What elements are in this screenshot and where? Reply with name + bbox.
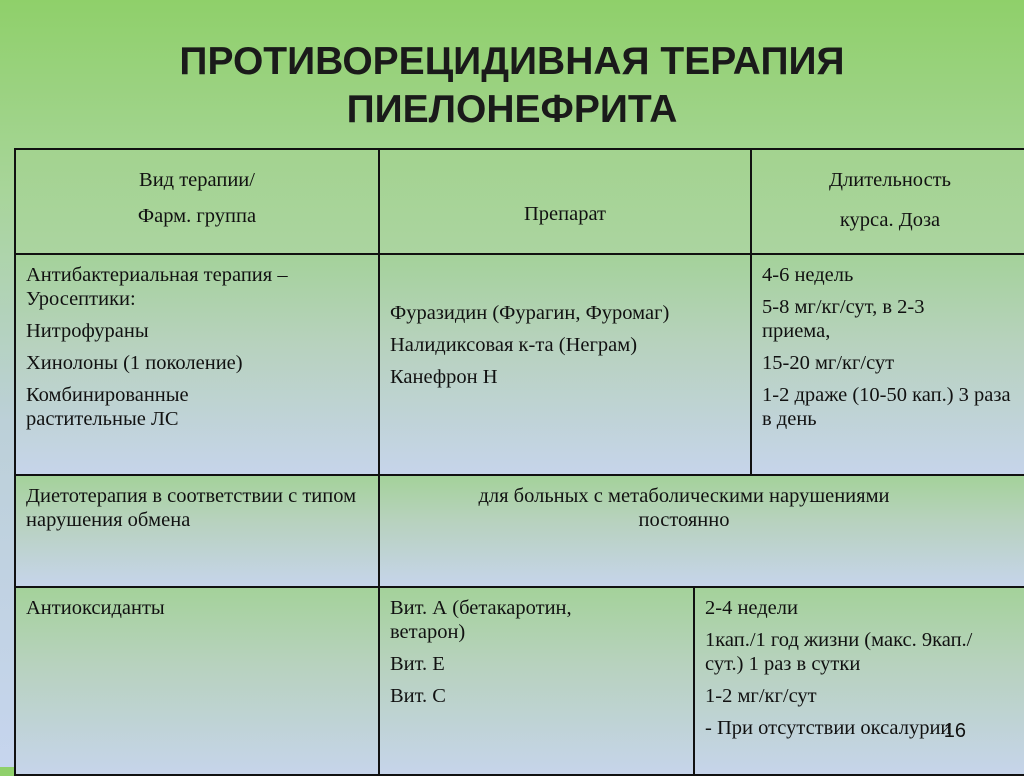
cell-text: Антиоксиданты <box>26 597 165 619</box>
header-text: Фарм. группа <box>137 205 257 227</box>
row3-group <box>14 586 380 776</box>
header-text: Препарат <box>524 203 606 225</box>
cell-text: 4-6 недель <box>762 264 854 286</box>
row2-group <box>14 474 380 588</box>
cell-text: 15-20 мг/кг/сут <box>762 352 895 374</box>
header-drug <box>378 148 752 255</box>
row1-dose <box>750 253 1024 476</box>
cell-text: 2-4 недели <box>705 597 798 619</box>
cell-text: 5-8 мг/кг/сут, в 2-3 приема, <box>762 296 925 342</box>
cell-text: для больных с метаболическими нарушениями <box>478 485 890 507</box>
cell-text: - При отсутствии оксалурии <box>705 717 952 739</box>
header-therapy-type <box>14 148 380 255</box>
cell-text: Диетотерапия в соответствии с типом нарушения обмена <box>26 485 357 531</box>
cell-text: постоянно <box>638 509 730 531</box>
header-text: курса. Доза <box>839 209 941 231</box>
row3-dose <box>693 586 1024 776</box>
row1-group <box>14 253 380 476</box>
cell-text: Вит. С <box>390 685 446 707</box>
header-duration <box>750 148 1024 255</box>
header-text: Длительность <box>829 169 951 191</box>
slide-title <box>0 38 1024 134</box>
cell-text: Налидиксовая к-та (Неграм) <box>390 334 638 356</box>
cell-text: 1-2 мг/кг/сут <box>705 685 817 707</box>
header-text: Вид терапии/ <box>139 169 255 191</box>
cell-text: Комбинированные растительные ЛС <box>26 384 189 430</box>
cell-text: Антибактериальная терапия – Уросептики: <box>26 264 288 310</box>
row3-drugs <box>378 586 695 776</box>
page-number: 16 <box>943 720 966 742</box>
cell-text: 1-2 драже (10-50 кап.) 3 раза в день <box>762 384 1011 430</box>
row2-note <box>378 474 1024 588</box>
title-line-1: ПРОТИВОРЕЦИДИВНАЯ ТЕРАПИЯ <box>179 40 845 83</box>
cell-text: Вит. А (бетакаротин, ветарон) <box>390 597 572 643</box>
cell-text: Вит. Е <box>390 653 445 675</box>
title-line-2: ПИЕЛОНЕФРИТА <box>346 88 678 131</box>
cell-text: Фуразидин (Фурагин, Фуромаг) <box>390 302 670 324</box>
cell-text: 1кап./1 год жизни (макс. 9кап./сут.) 1 раз в сутки <box>705 629 973 675</box>
cell-text: Нитрофураны <box>26 320 149 342</box>
cell-text: Канефрон Н <box>390 366 498 388</box>
row1-drugs <box>378 253 752 476</box>
cell-text: Хинолоны (1 поколение) <box>26 352 243 374</box>
